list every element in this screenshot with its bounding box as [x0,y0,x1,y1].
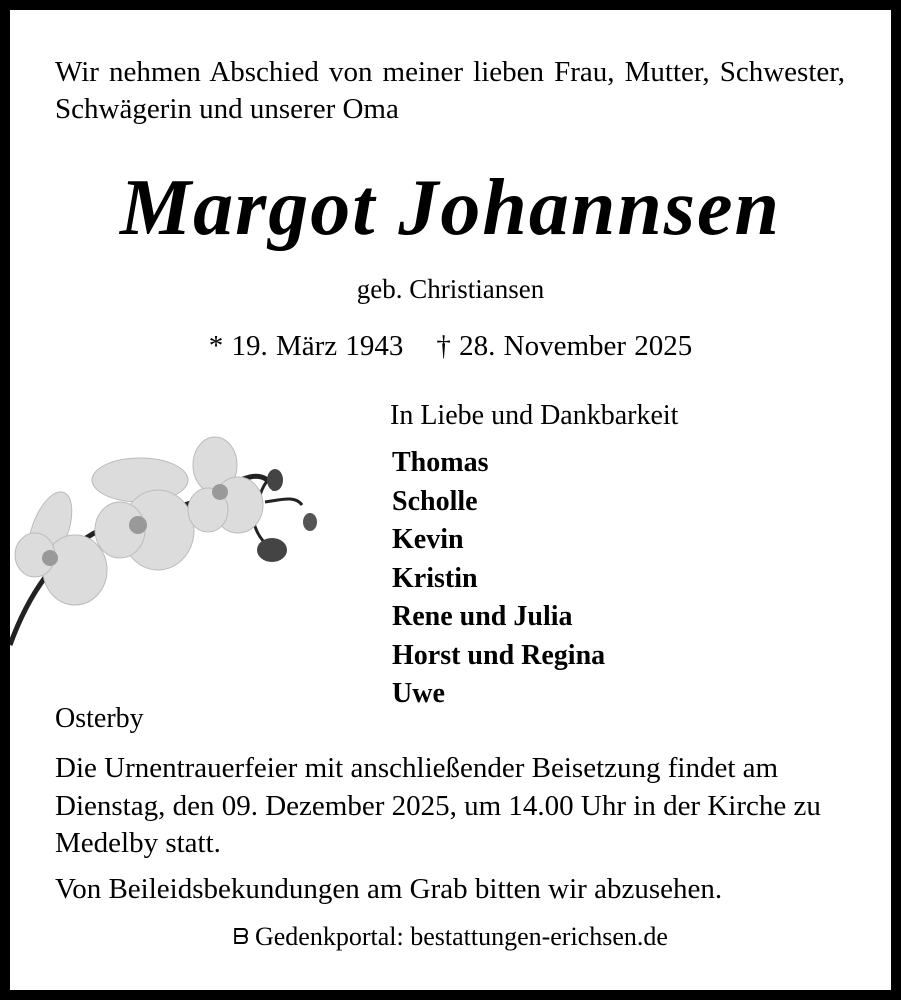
mourner-name: Uwe [392,678,445,709]
place: Osterby [55,703,144,734]
memorial-portal [0,922,901,952]
orchid-image [10,430,330,660]
condolence-note: Von Beileidsbekundungen am Grab bitten wir abzusehen. [55,873,723,905]
mourner-name: Rene und Julia [392,601,573,632]
life-dates-text: * 19. März 1943 † 28. November 2025 [208,330,693,362]
mourner-name: Horst und Regina [392,639,606,671]
erichsen-logo-icon: ᗷ [233,925,249,950]
deceased-name: Margot Johannsen [119,164,782,252]
intro-text: Wir nehmen Abschied von meiner lieben Frau, Mutter, Schwester, Schwägerin und unserer Oma [55,56,845,125]
mourner-name: Scholle [392,485,478,517]
mourner-name: Thomas [392,447,489,478]
mourner-name: Kristin [392,562,478,594]
mourners-heading: In Liebe und Dankbarkeit [390,400,679,431]
ceremony-text: Die Urnentrauerfeier mit anschließender Beisetzung findet am Dienstag, den 09. Dezember 2025, um 14.00 Uhr in der Kirche zu Medelby statt. [55,752,821,859]
portal-link[interactable]: Gedenkportal: bestattungen-erichsen.de [254,922,668,951]
mourner-name: Kevin [392,524,464,555]
mourners-list [392,444,605,714]
birth-name: geb. Christiansen [356,274,545,304]
life-dates [0,330,901,363]
